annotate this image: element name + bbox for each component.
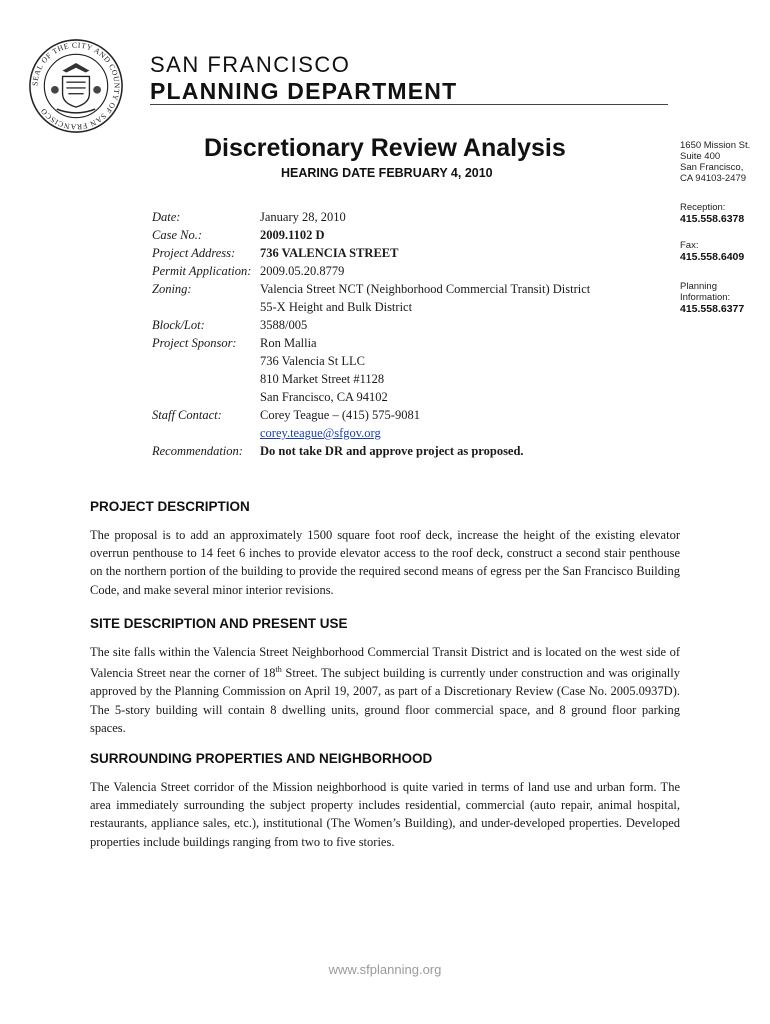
agency-department-name: PLANNING DEPARTMENT bbox=[150, 78, 458, 104]
planning-number[interactable]: 415.558.6377 bbox=[680, 303, 745, 315]
city-seal-icon bbox=[28, 38, 124, 134]
sponsor-value: San Francisco, CA 94102 bbox=[260, 390, 388, 404]
sponsor-value: 810 Market Street #1128 bbox=[260, 372, 385, 386]
case-value: 2009.1102 D bbox=[260, 228, 325, 242]
address-value: 736 VALENCIA STREET bbox=[260, 246, 399, 260]
body-text: Street. The subject building is currently under construction and was originally approved by the Planning Commission on April 19, 2007, as part of a Discretionary Review (Case No. 2005.0937D). The 5-story building will contain 8 dwelling units, ground floor commercial space, and 8 ground floor parking spaces. bbox=[90, 666, 680, 736]
ordinal-suffix: th bbox=[275, 664, 282, 674]
section-heading: PROJECT DESCRIPTION bbox=[90, 499, 250, 514]
fax-contact bbox=[680, 240, 744, 264]
staff-email-link[interactable]: corey.teague@sfgov.org bbox=[260, 426, 381, 440]
zoning-value: Valencia Street NCT (Neighborhood Commercial Transit) District bbox=[260, 282, 591, 296]
reception-contact bbox=[680, 202, 744, 226]
case-label: Case No.: bbox=[152, 228, 202, 242]
section-heading: SURROUNDING PROPERTIES AND NEIGHBORHOOD bbox=[90, 751, 433, 766]
sponsor-value: Ron Mallia bbox=[260, 336, 317, 350]
section-body bbox=[90, 643, 680, 738]
date-value: January 28, 2010 bbox=[260, 210, 346, 224]
zoning-label: Zoning: bbox=[152, 282, 192, 296]
reception-number[interactable]: 415.558.6378 bbox=[680, 213, 745, 225]
planning-label: Planning bbox=[680, 281, 717, 292]
reception-label: Reception: bbox=[680, 202, 726, 213]
address-line: 1650 Mission St. bbox=[680, 140, 751, 151]
fax-label: Fax: bbox=[680, 240, 699, 251]
footer-website[interactable]: www.sfplanning.org bbox=[328, 962, 442, 977]
project-description-section bbox=[90, 500, 680, 599]
hearing-date: HEARING DATE FEBRUARY 4, 2010 bbox=[281, 166, 493, 180]
section-body: The proposal is to add an approximately 1500 square foot roof deck, increase the height of the existing elevator overrun penthouse to 14 feet 6 inches to provide elevator access to the roof deck, construct a second stair penthouse on the northern portion of the building to provide the required second means of egress per the San Francisco Building Code, and make several minor interior revisions. bbox=[90, 527, 680, 597]
address-label: Project Address: bbox=[152, 246, 236, 260]
permit-label: Permit Application: bbox=[152, 264, 252, 278]
permit-value: 2009.05.20.8779 bbox=[260, 264, 345, 278]
section-heading: SITE DESCRIPTION AND PRESENT USE bbox=[90, 616, 348, 631]
header-divider bbox=[150, 104, 668, 105]
site-description-section bbox=[90, 617, 680, 738]
block-label: Block/Lot: bbox=[152, 318, 205, 332]
address-line: San Francisco, bbox=[680, 162, 744, 173]
section-body: The Valencia Street corridor of the Mission neighborhood is quite varied in terms of land use and urban form. The area immediately surrounding the subject property includes residential, commercial (auto repair, animal hospital, restaurants, appliance sales, etc.), institutional (The Women’s Building), and under-developed properties. Developed properties include buildings ranging from two to five stories. bbox=[90, 779, 680, 849]
surrounding-properties-section bbox=[90, 752, 680, 851]
planning-label: Information: bbox=[680, 292, 731, 303]
office-address bbox=[680, 140, 750, 184]
fax-number[interactable]: 415.558.6409 bbox=[680, 251, 745, 263]
staff-label: Staff Contact: bbox=[152, 408, 222, 422]
recommendation-value: Do not take DR and approve project as proposed. bbox=[260, 444, 524, 458]
recommendation-label: Recommendation: bbox=[152, 444, 243, 458]
zoning-value: 55-X Height and Bulk District bbox=[260, 300, 413, 314]
block-value: 3588/005 bbox=[260, 318, 308, 332]
document-title: Discretionary Review Analysis bbox=[204, 134, 566, 162]
date-label: Date: bbox=[152, 210, 181, 224]
staff-value: Corey Teague – (415) 575-9081 bbox=[260, 408, 420, 422]
planning-contact bbox=[680, 281, 744, 316]
address-line: Suite 400 bbox=[680, 151, 721, 162]
sponsor-value: 736 Valencia St LLC bbox=[260, 354, 365, 368]
agency-city-name: SAN FRANCISCO bbox=[150, 52, 351, 77]
seal-text: SEAL OF THE CITY AND COUNTY OF SAN FRANCISCO bbox=[30, 40, 122, 132]
body-text: The site falls within the Valencia Street Neighborhood Commercial Transit District and is located on the west side of Valencia Street near the corner of 18 bbox=[90, 644, 680, 681]
sponsor-label: Project Sponsor: bbox=[152, 336, 237, 350]
address-line: CA 94103-2479 bbox=[680, 173, 747, 184]
